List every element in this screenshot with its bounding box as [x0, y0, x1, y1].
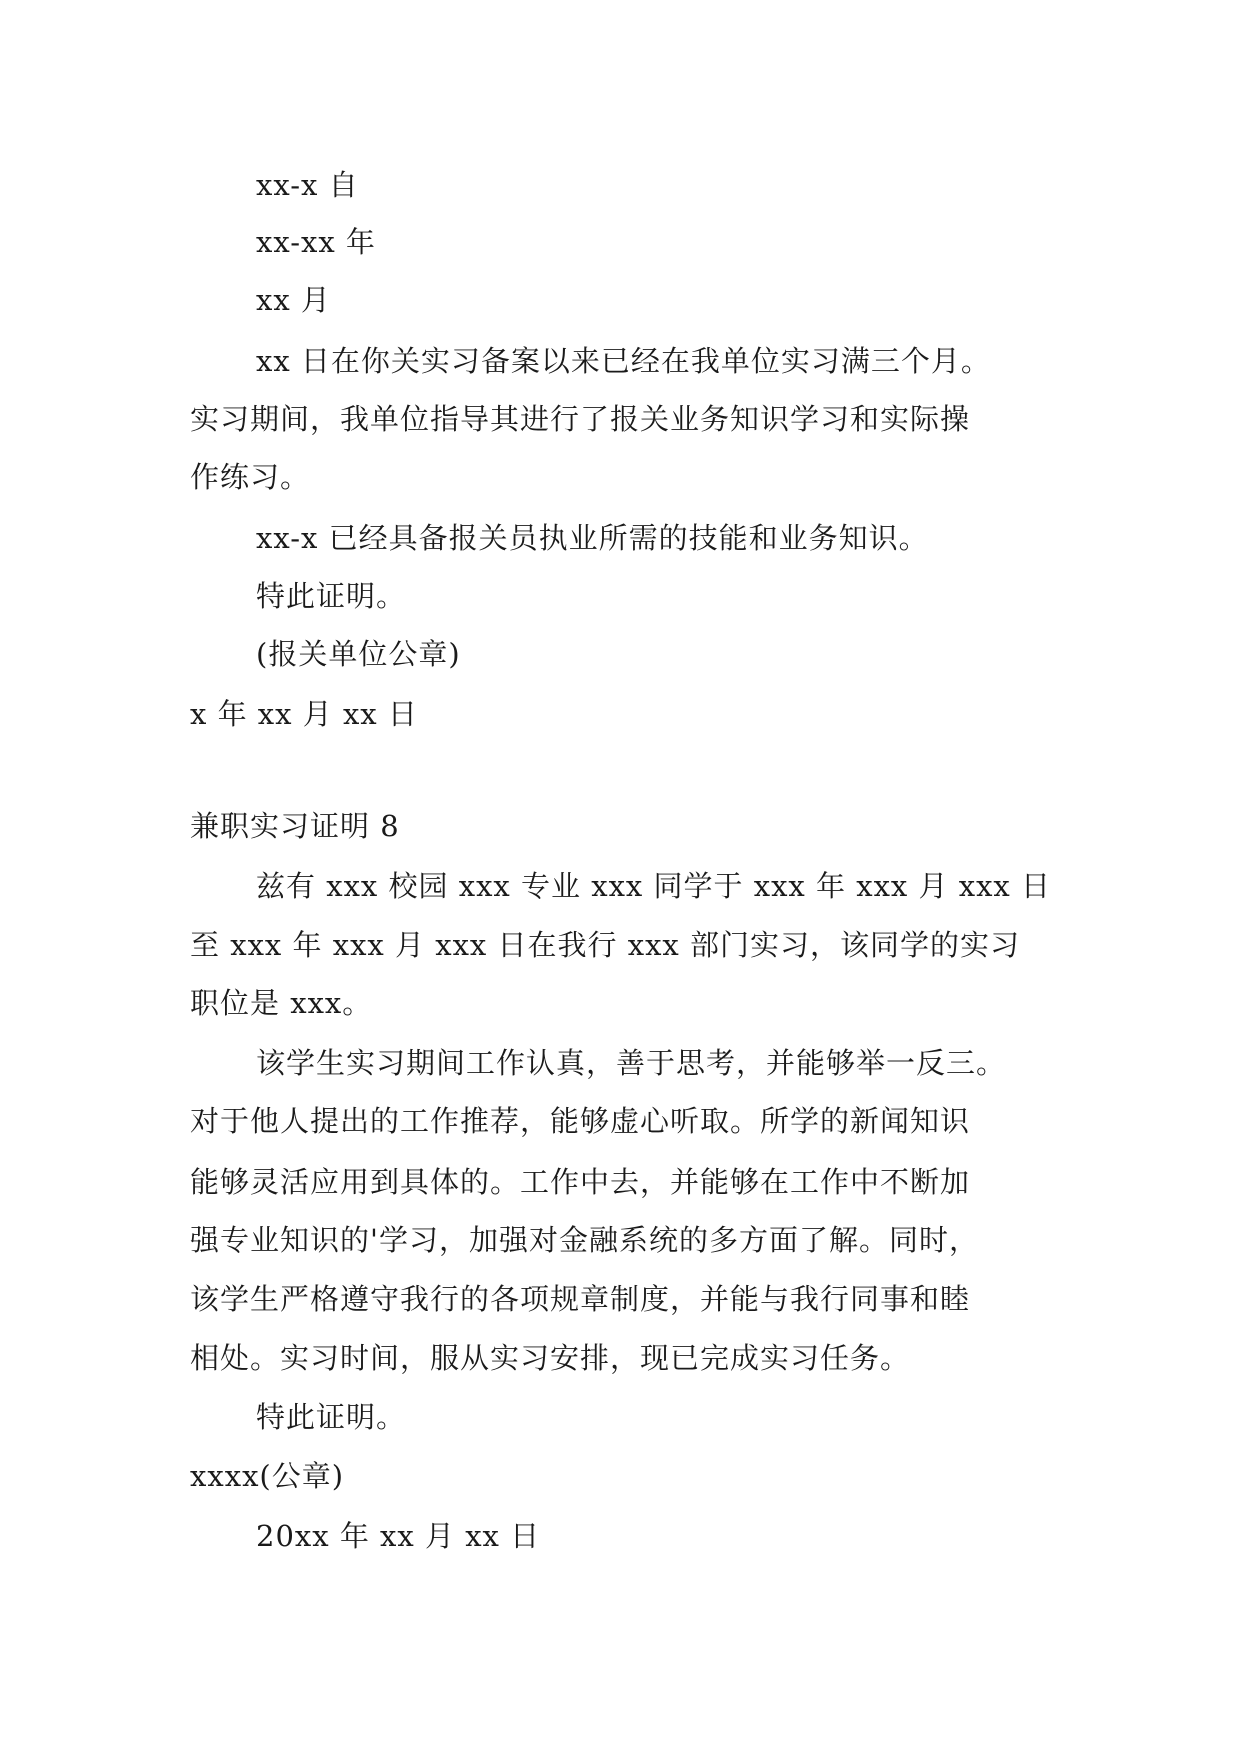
text-line: xx-x 自 [256, 168, 359, 202]
text-line: 实习期间，我单位指导其进行了报关业务知识学习和实际操 [190, 402, 971, 436]
text-line: 相处。实习时间，服从实习安排，现已完成实习任务。 [190, 1341, 911, 1375]
text-line: 作练习。 [190, 460, 311, 494]
date-line: 20xx 年 xx 月 xx 日 [256, 1519, 541, 1553]
text-line: 该学生实习期间工作认真，善于思考，并能够举一反三。 [256, 1046, 1007, 1080]
text-line: 该学生严格遵守我行的各项规章制度，并能与我行同事和睦 [190, 1282, 971, 1316]
text-line: xx 日在你关实习备案以来已经在我单位实习满三个月。 [256, 344, 991, 378]
text-line: 特此证明。 [256, 579, 407, 613]
text-line: 特此证明。 [256, 1400, 407, 1434]
text-line: 对于他人提出的工作推荐，能够虚心听取。所学的新闻知识 [190, 1104, 971, 1138]
section-title: 兼职实习证明 8 [190, 809, 400, 843]
seal-label: xxxx(公章) [190, 1459, 345, 1493]
text-line: xx-x 已经具备报关员执业所需的技能和业务知识。 [256, 521, 929, 555]
seal-label: (报关单位公章) [256, 637, 461, 671]
text-line: xx 月 [256, 283, 331, 317]
text-line: 能够灵活应用到具体的。工作中去，并能够在工作中不断加 [190, 1165, 971, 1199]
text-line: 至 xxx 年 xxx 月 xxx 日在我行 xxx 部门实习，该同学的实习 [190, 928, 1021, 962]
text-line: 兹有 xxx 校园 xxx 专业 xxx 同学于 xxx 年 xxx 月 xxx 日 [256, 869, 1052, 903]
text-line: 强专业知识的'学习，加强对金融系统的多方面了解。同时， [190, 1223, 979, 1257]
text-line: 职位是 xxx。 [190, 986, 373, 1020]
date-line: x 年 xx 月 xx 日 [190, 697, 418, 731]
text-line: xx-xx 年 [256, 225, 376, 259]
